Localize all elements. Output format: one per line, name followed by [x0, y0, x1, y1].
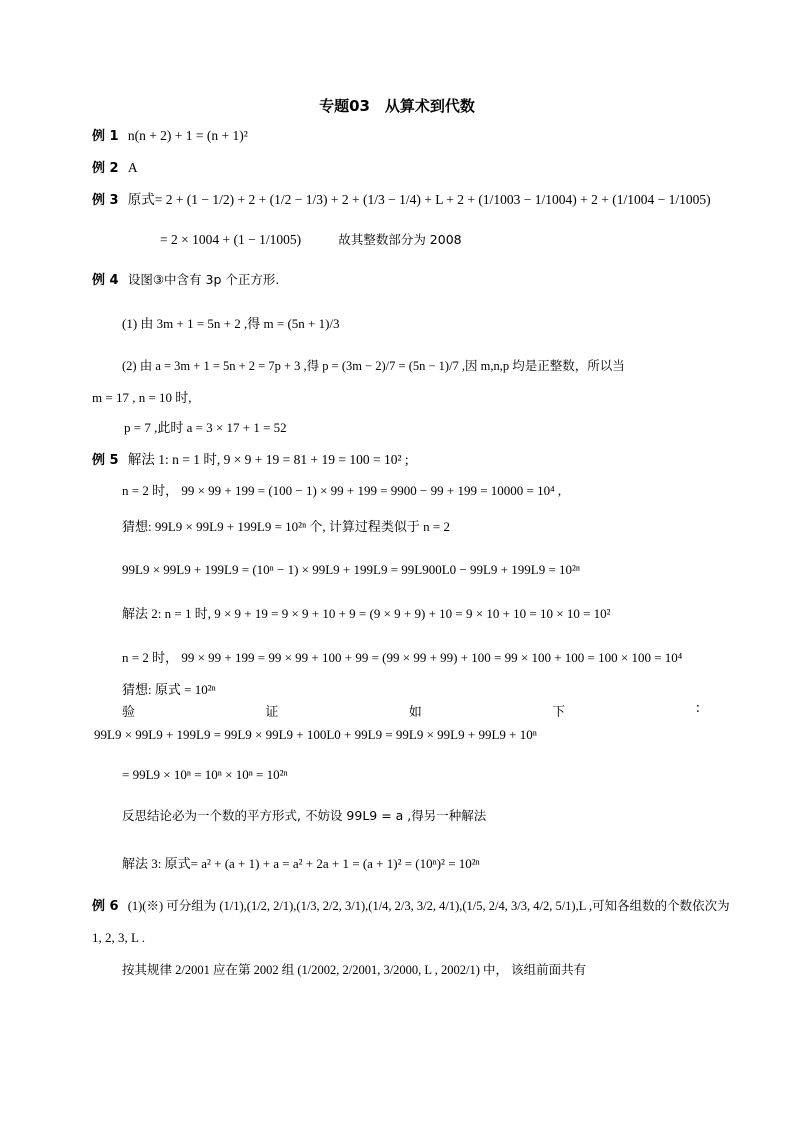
example-5-line-8: 99L9 × 99L9 + 199L9 = 99L9 × 99L9 + 100L0 + 99L9 = 99L9 × 99L9 + 99L9 + 10ⁿ	[94, 727, 537, 742]
example-4-part-2-result: p = 7 ,此时 a = 3 × 17 + 1 = 52	[124, 420, 287, 435]
example-5-line-3: 猜想: 99L9 × 99L9 + 199L9 = 10²ⁿ 个, 计算过程类似于 n = 2	[122, 519, 451, 534]
example-1	[92, 128, 248, 145]
verify-char: 验	[122, 705, 136, 720]
verify-char: 证	[265, 705, 279, 720]
example-5-line-11: 解法 3: 原式= a² + (a + 1) + a = a² + 2a + 1 = (a + 1)² = (10ⁿ)² = 10²ⁿ	[122, 856, 480, 871]
page-title: 专题03 从算术到代数	[319, 97, 475, 115]
example-4-label: 例 4	[92, 273, 119, 288]
example-4-part-2: (2) 由 a = 3m + 1 = 5n + 2 = 7p + 3 ,得 p = (3m − 2)/7 = (5n − 1)/7 ,因 m,n,p 均是正整数，所以当	[122, 359, 625, 373]
example-3-line-1	[92, 192, 711, 209]
example-2-label: 例 2	[92, 161, 119, 176]
example-5-line-10: 反思结论必为一个数的平方形式, 不妨设 99L9 = a ,得另一种解法	[122, 808, 487, 823]
example-6-line-1	[92, 898, 730, 915]
example-5-line-1	[92, 452, 409, 469]
example-3-conclusion: 故其整数部分为 2008	[338, 232, 462, 247]
example-5-line-2: n = 2 时， 99 × 99 + 199 = (100 − 1) × 99 + 199 = 9900 − 99 + 199 = 10000 = 10⁴ ,	[122, 483, 562, 498]
verify-char: 如	[408, 705, 422, 720]
example-2	[92, 160, 138, 177]
example-6-label: 例 6	[92, 899, 119, 914]
example-3-simplified: = 2 × 1004 + (1 − 1/1005)	[160, 232, 302, 247]
example-1-text: n(n + 2) + 1 = (n + 1)²	[127, 128, 248, 143]
example-6-line-2: 1, 2, 3, L .	[92, 930, 145, 945]
example-6-line-3: 按其规律 2/2001 应在第 2002 组 (1/2002, 2/2001, 3/2000, L , 2002/1) 中， 该组前面共有	[122, 963, 587, 977]
example-2-text: A	[127, 160, 138, 175]
example-4-intro-text: 设图③中含有 3p 个正方形.	[127, 272, 280, 287]
example-5-method-1: 解法 1: n = 1 时, 9 × 9 + 19 = 81 + 19 = 100 = 10² ;	[127, 452, 409, 467]
example-5-line-7: 猜想: 原式 = 10²ⁿ	[122, 682, 216, 697]
example-5-label: 例 5	[92, 453, 119, 468]
example-4-part-1: (1) 由 3m + 1 = 5n + 2 ,得 m = (5n + 1)/3	[122, 316, 340, 331]
example-5-verify	[122, 701, 700, 720]
example-1-label: 例 1	[92, 129, 119, 144]
example-5-line-6: n = 2 时， 99 × 99 + 199 = 99 × 99 + 100 + 99 = (99 × 99 + 99) + 100 = 99 × 100 + 100 = 100 × 100 = 10⁴	[122, 650, 683, 665]
example-4-intro	[92, 272, 279, 289]
example-3-label: 例 3	[92, 193, 119, 208]
example-4-part-2-cont: m = 17 , n = 10 时,	[92, 390, 192, 405]
example-6-grouping: (1)(※) 可分组为 (1/1),(1/2, 2/1),(1/3, 2/2, 3/1),(1/4, 2/3, 3/2, 4/1),(1/5, 2/4, 3/3, 4/2, 5/1),L ,可知各组数的个数依次为	[127, 899, 730, 913]
example-3-line-2	[160, 232, 462, 248]
example-5-line-9: = 99L9 × 10ⁿ = 10ⁿ × 10ⁿ = 10²ⁿ	[122, 767, 288, 782]
verify-char: 下	[552, 705, 566, 720]
example-5-line-4: 99L9 × 99L9 + 199L9 = (10ⁿ − 1) × 99L9 + 199L9 = 99L900L0 − 99L9 + 199L9 = 10²ⁿ	[122, 562, 581, 577]
example-3-expression: 原式= 2 + (1 − 1/2) + 2 + (1/2 − 1/3) + 2 + (1/3 − 1/4) + L + 2 + (1/1003 − 1/1004) + 2 + (1/1004 − 1/1005)	[127, 192, 711, 207]
example-5-line-5: 解法 2: n = 1 时, 9 × 9 + 19 = 9 × 9 + 10 + 9 = (9 × 9 + 9) + 10 = 9 × 10 + 10 = 10 × 10 = 10²	[122, 606, 611, 621]
verify-char: :	[695, 701, 700, 716]
